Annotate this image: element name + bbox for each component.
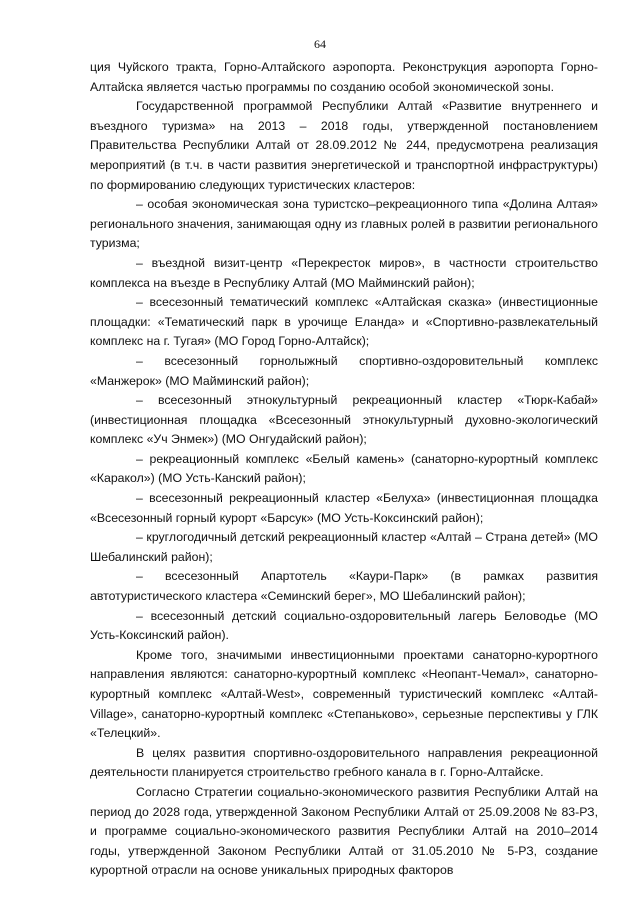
list-item: – всесезонный Апартотель «Каури-Парк» (в рамках развития автотуристического кластера «Семинский берег», МО Шебалинский район); [90,569,598,604]
paragraph-strategy: Согласно Стратегии социально-экономического развития Республики Алтай на период до 2028 года, утвержденной Законом Республики Алтай от 25.09.2008 № 83-РЗ, и программе социально-экономического развития Республики Алтай на 2010–2014 годы, утвержденной Законом Республики Алтай от 31.05.2010 № 5-РЗ, создание курортной отрасли на основе уникальных природных факторов [90,784,598,878]
paragraph-rowing-canal: В целях развития спортивно-оздоровительного направления рекреационной деятельности планируется строительство гребного канала в г. Горно-Алтайске. [90,745,598,780]
list-item: – особая экономическая зона туристско–рекреационного типа «Долина Алтая» регионального значения, занимающая одну из главных ролей в развитии регионального туризма; [90,197,598,251]
list-item: – всесезонный рекреационный кластер «Белуха» (инвестиционная площадка «Всесезонный горный курорт «Барсук» (МО Усть-Коксинский район); [90,491,598,525]
list-item: – круглогодичный детский рекреационный кластер «Алтай – Страна детей» (МО Шебалинский район); [90,530,598,564]
page-number: 64 [314,37,326,51]
page-body [90,58,598,881]
list-item: – въездной визит-центр «Перекресток миров», в частности строительство комплекса на въезде в Республику Алтай (МО Майминский район); [90,255,598,290]
list-item: – всесезонный горнолыжный спортивно-оздоровительный комплекс «Манжерок» (МО Майминский район); [90,353,598,388]
paragraph-2: Государственной программой Республики Алтай «Развитие внутреннего и въездного туризма» на 2013 – 2018 годы, утвержденной постановлением Правительства Республики Алтай от 28.09.2012 № 244, предусмотрена реализация мероприятий (в т.ч. в части развития энергетической и транспортной инфраструктуры) по формированию следующих туристических кластеров: [90,99,598,192]
paragraph-investment-projects: Кроме того, значимыми инвестиционными проектами санаторно-курортного направления являются: санаторно-курортный комплекс «Неопант-Чемал», санаторно-курортный комплекс «Алтай-West», современный туристический комплекс «Алтай-Village», санаторно-курортный комплекс «Степаньково», серьезные перспективы у ГЛК «Телецкий». [90,647,598,741]
list-item: – всесезонный тематический комплекс «Алтайская сказка» (инвестиционные площадки: «Тематический парк в урочище Еланда» и «Спортивно-развлекательный комплекс на г. Тугая» (МО Город Горно-Алтайск); [90,295,598,349]
list-item: – всесезонный детский социально-оздоровительный лагерь Беловодье (МО Усть-Коксинский район). [90,608,598,643]
list-item: – всесезонный этнокультурный рекреационный кластер «Тюрк-Кабай» (инвестиционная площадка «Всесезонный этнокультурный духовно-экологический комплекс «Уч Энмек») (МО Онгудайский район); [90,393,598,447]
paragraph-1: ция Чуйского тракта, Горно-Алтайского аэропорта. Реконструкция аэропорта Горно-Алтайска является частью программы по созданию особой экономической зоны. [90,60,598,94]
list-item: – рекреационный комплекс «Белый камень» (санаторно-курортный комплекс «Каракол») (МО Усть-Канский район); [90,451,598,486]
